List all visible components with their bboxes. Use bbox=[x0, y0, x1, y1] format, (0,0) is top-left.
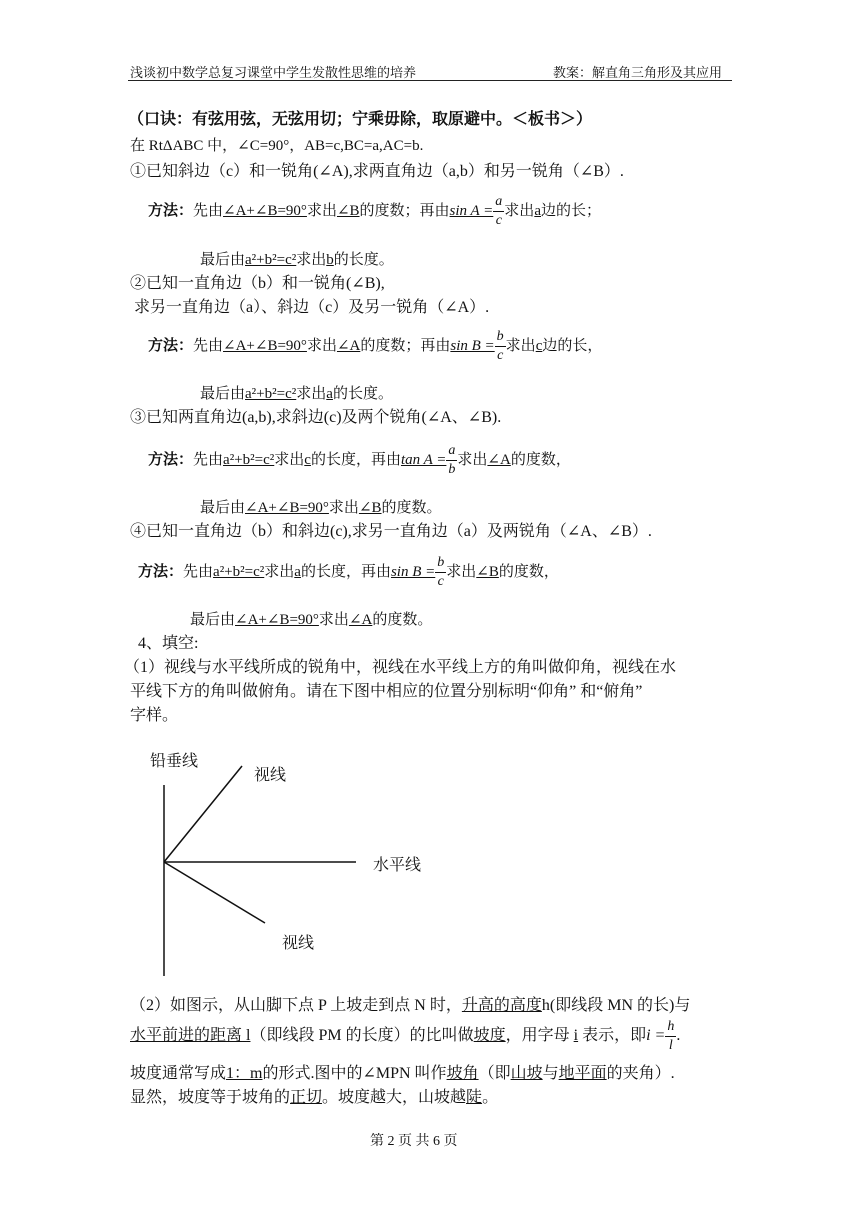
text: 求出 bbox=[504, 202, 535, 219]
text: ，用字母 bbox=[505, 1027, 570, 1045]
text: 求出 bbox=[264, 563, 295, 580]
case3-title: ③已知两直角边(a,b),求斜边(c)及两个锐角(∠A、∠B). bbox=[130, 409, 502, 426]
text: . bbox=[676, 1027, 681, 1045]
text: 的长度。 bbox=[332, 386, 393, 402]
header-right: 教案：解直角三角形及其应用 bbox=[553, 65, 723, 80]
q2-line1 bbox=[130, 992, 690, 1015]
text: 最后由 bbox=[190, 612, 236, 628]
term: 1：m bbox=[226, 1065, 263, 1082]
text: 先由 bbox=[193, 337, 224, 354]
text: 。 bbox=[482, 1089, 499, 1106]
target: a bbox=[294, 563, 301, 580]
formula: sin B = bbox=[390, 563, 436, 580]
page-footer: 第 2 页 共 6 页 bbox=[370, 1134, 458, 1149]
text: 坡度通常写成 bbox=[130, 1065, 227, 1082]
upper-sight-line bbox=[164, 766, 242, 862]
term: 陡 bbox=[466, 1089, 483, 1106]
formula: sin B = bbox=[450, 337, 495, 354]
relation: ∠A+∠B=90° bbox=[223, 337, 307, 354]
target: ∠B bbox=[336, 202, 360, 219]
target: c bbox=[304, 451, 311, 468]
text: 的度数， bbox=[498, 563, 559, 580]
term: i bbox=[573, 1027, 579, 1045]
text: 的度数。 bbox=[381, 500, 442, 516]
text: 的度数；再由 bbox=[359, 202, 450, 219]
term: 坡度 bbox=[473, 1027, 506, 1045]
numerator: a bbox=[446, 444, 457, 461]
case4-title: ④已知一直角边（b）和斜边(c),求另一直角边（a）及两锐角（∠A、∠B）. bbox=[130, 523, 652, 540]
text: 最后由 bbox=[200, 252, 246, 268]
text: 边的长， bbox=[542, 337, 603, 354]
text: 的长度，再由 bbox=[300, 563, 391, 580]
section4-title: 4、填空: bbox=[138, 635, 199, 652]
term: 坡角 bbox=[446, 1065, 479, 1082]
denominator: c bbox=[497, 348, 504, 363]
denominator: c bbox=[495, 213, 502, 228]
text: 的长度，再由 bbox=[310, 451, 401, 468]
text: 先由 bbox=[193, 451, 224, 468]
text: 求出 bbox=[296, 386, 327, 402]
target: a bbox=[534, 202, 541, 219]
term: l bbox=[246, 1027, 251, 1045]
text: 最后由 bbox=[200, 500, 246, 516]
text: （即 bbox=[478, 1065, 511, 1082]
text: 求出 bbox=[274, 451, 305, 468]
target: ∠A bbox=[487, 451, 511, 468]
text: h(即线段 MN 的长)与 bbox=[541, 997, 691, 1014]
method-label: 方法： bbox=[138, 563, 184, 580]
case1-title: ①已知斜边（c）和一锐角(∠A),求两直角边（a,b）和另一锐角（∠B）. bbox=[130, 163, 624, 180]
text: 求出 bbox=[296, 252, 327, 268]
text: 先由 bbox=[183, 563, 214, 580]
numerator: a bbox=[493, 195, 504, 212]
text: 求出 bbox=[328, 500, 359, 516]
text: （2）如图示，从山脚下点 P 上坡走到点 N 时， bbox=[130, 997, 462, 1014]
relation: a²+b²=c² bbox=[213, 563, 265, 580]
text: 求出 bbox=[446, 563, 477, 580]
q2-line3 bbox=[130, 1060, 675, 1083]
relation: a²+b²=c² bbox=[223, 451, 275, 468]
text: 先由 bbox=[193, 202, 224, 219]
q2-line2 bbox=[130, 1020, 680, 1053]
text: 显然，坡度等于坡角的 bbox=[130, 1089, 291, 1106]
target: a bbox=[326, 386, 333, 402]
fraction bbox=[665, 1020, 676, 1053]
text: 的度数；再由 bbox=[360, 337, 451, 354]
method-label: 方法： bbox=[148, 337, 194, 354]
denominator: b bbox=[448, 462, 456, 477]
horizontal-label: 水平线 bbox=[373, 857, 422, 874]
q1-line1: （1）视线与水平线所成的锐角中，视线在水平线上方的角叫做仰角，视线在水 bbox=[124, 659, 677, 676]
upper-sight-label: 视线 bbox=[254, 767, 287, 784]
text: 的长度。 bbox=[333, 252, 394, 268]
target: c bbox=[535, 337, 543, 354]
target: ∠A bbox=[348, 612, 373, 628]
case2-title: ②已知一直角边（b）和一锐角(∠B), bbox=[130, 275, 385, 292]
text: 最后由 bbox=[200, 386, 246, 402]
text: 与 bbox=[542, 1065, 559, 1082]
lower-sight-label: 视线 bbox=[282, 935, 315, 952]
term: 升高的高度 bbox=[461, 997, 542, 1014]
relation: ∠A+∠B=90° bbox=[235, 612, 319, 628]
text: 求出 bbox=[318, 612, 349, 628]
target: b bbox=[326, 252, 334, 268]
text: 表示，即 bbox=[582, 1027, 647, 1045]
formula: i = bbox=[646, 1027, 666, 1045]
relation: ∠A+∠B=90° bbox=[223, 202, 307, 219]
numerator: h bbox=[665, 1020, 676, 1037]
numerator: b bbox=[495, 330, 506, 347]
text: 的度数。 bbox=[372, 612, 433, 628]
denominator: l bbox=[668, 1038, 673, 1053]
text: 求出 bbox=[306, 202, 337, 219]
text: 的形式.图中的∠MPN 叫作 bbox=[262, 1065, 447, 1082]
term: 正切 bbox=[290, 1089, 323, 1106]
text: （即线段 PM 的长度）的比叫做 bbox=[250, 1027, 474, 1045]
q1-line2: 平线下方的角叫做俯角。请在下图中相应的位置分别标明“仰角” 和“俯角” bbox=[130, 683, 643, 700]
text: 求出 bbox=[306, 337, 337, 354]
vertical-label: 铅垂线 bbox=[150, 753, 199, 770]
method-label: 方法： bbox=[148, 202, 194, 219]
formula: tan A = bbox=[400, 451, 447, 468]
formula: sin A = bbox=[449, 202, 494, 219]
text: 求出 bbox=[457, 451, 488, 468]
term: 山坡 bbox=[510, 1065, 543, 1082]
text: 的夹角）. bbox=[606, 1065, 675, 1082]
term: 水平前进的距离 bbox=[130, 1027, 243, 1045]
text: 求出 bbox=[505, 337, 536, 354]
relation: ∠A+∠B=90° bbox=[245, 500, 329, 516]
method-label: 方法： bbox=[148, 451, 194, 468]
target: ∠B bbox=[358, 500, 382, 516]
numerator: b bbox=[435, 556, 446, 573]
header-left: 浅谈初中数学总复习课堂中学生发散性思维的培养 bbox=[130, 65, 417, 80]
target: ∠A bbox=[336, 337, 361, 354]
relation: a²+b²=c² bbox=[245, 386, 297, 402]
q2-line4 bbox=[130, 1084, 498, 1107]
text: 。坡度越大，山坡越 bbox=[322, 1089, 467, 1106]
text: 的度数， bbox=[510, 451, 571, 468]
q1-line3: 字样。 bbox=[130, 707, 179, 724]
lower-sight-line bbox=[164, 862, 265, 923]
relation: a²+b²=c² bbox=[245, 252, 297, 268]
text: 边的长； bbox=[540, 202, 601, 219]
denominator: c bbox=[437, 574, 444, 589]
target: ∠B bbox=[476, 563, 499, 580]
case2-title2: 求另一直角边（a）、斜边（c）及另一锐角（∠A）. bbox=[134, 299, 490, 316]
mnemonic: （口诀：有弦用弦，无弦用切；宁乘毋除，取原避中。＜板书＞） bbox=[128, 111, 593, 128]
term: 地平面 bbox=[558, 1065, 607, 1082]
intro: 在 RtΔABC 中，∠C=90°，AB=c,BC=a,AC=b. bbox=[130, 138, 424, 154]
